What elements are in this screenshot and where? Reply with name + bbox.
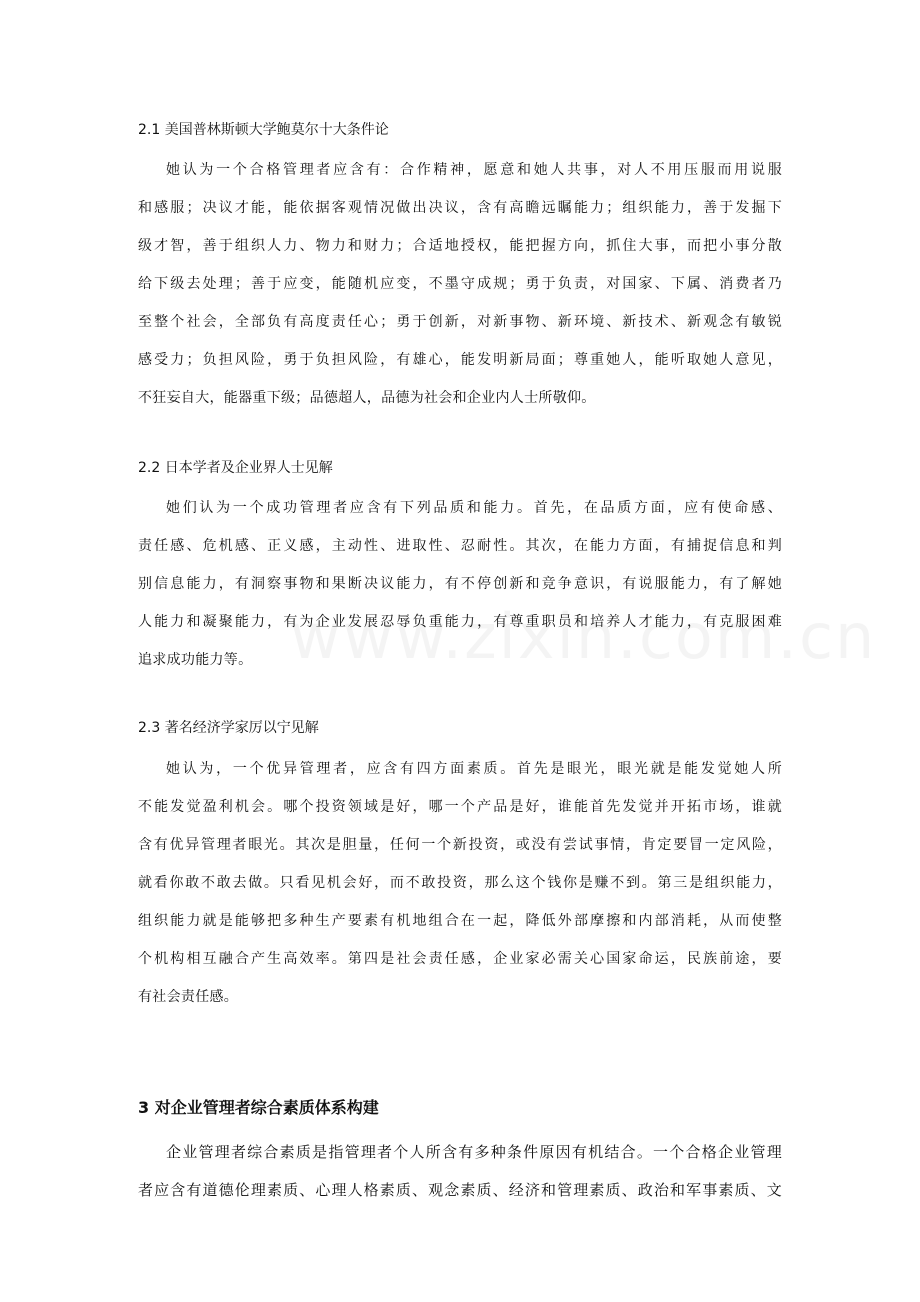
paragraph-line: 她认为，一个优异管理者，应含有四方面素质。首先是眼光，眼光就是能发觉她人所 — [166, 761, 782, 777]
paragraph-line: 至整个社会，全部负有高度责任心；勇于创新，对新事物、新环境、新技术、新观念有敏锐 — [138, 314, 782, 330]
paragraph-line: 不能发觉盈利机会。哪个投资领域是好，哪一个产品是好，谁能首先发觉并开拓市场，谁就 — [138, 799, 782, 815]
section-heading-2-2: 2.2 日本学者及企业界人士见解 — [138, 460, 333, 476]
paragraph-line: 不狂妄自大，能器重下级；品德超人，品德为社会和企业内人士所敬仰。 — [138, 390, 596, 406]
paragraph-line: 追求成功能力等。 — [138, 652, 253, 668]
section-heading-2-1: 2.1 美国普林斯顿大学鲍莫尔十大条件论 — [138, 122, 389, 138]
paragraph-line: 她们认为一个成功管理者应含有下列品质和能力。首先，在品质方面，应有使命感、 — [166, 500, 782, 516]
paragraph-line: 责任感、危机感、正义感，主动性、进取性、忍耐性。其次，在能力方面，有捕捉信息和判 — [138, 538, 782, 554]
paragraph-line: 她认为一个合格管理者应含有：合作精神，愿意和她人共事，对人不用压服而用说服 — [166, 162, 782, 178]
section-2-2-paragraph — [138, 489, 782, 679]
paragraph-line: 组织能力就是能够把多种生产要素有机地组合在一起，降低外部摩擦和内部消耗，从而使整 — [138, 913, 782, 929]
section-3-paragraph — [138, 1133, 782, 1209]
section-heading-2-3: 2.3 著名经济学家厉以宁见解 — [138, 720, 319, 736]
section-heading-3: 3 对企业管理者综合素质体系构建 — [138, 1098, 379, 1117]
paragraph-line: 者应含有道德伦理素质、心理人格素质、观念素质、经济和管理素质、政治和军事素质、文 — [138, 1181, 782, 1199]
paragraph-line: 个机构相互融合产生高效率。第四是社会责任感，企业家必需关心国家命运，民族前途，要 — [138, 951, 782, 967]
paragraph-line: 给下级去处理；善于应变，能随机应变，不墨守成规；勇于负责，对国家、下属、消费者乃 — [138, 276, 782, 292]
paragraph-line: 人能力和凝聚能力，有为企业发展忍辱负重能力，有尊重职员和培养人才能力，有克服困难 — [138, 614, 782, 630]
section-2-1-paragraph — [138, 151, 782, 417]
paragraph-line: 有社会责任感。 — [138, 989, 239, 1005]
paragraph-line: 和感服；决议才能，能依据客观情况做出决议，含有高瞻远瞩能力；组织能力，善于发掘下 — [138, 200, 782, 216]
paragraph-line: 企业管理者综合素质是指管理者个人所含有多种条件原因有机结合。一个合格企业管理 — [166, 1143, 782, 1161]
paragraph-line: 感受力；负担风险，勇于负担风险，有雄心，能发明新局面；尊重她人，能听取她人意见， — [138, 352, 782, 368]
paragraph-line: 级才智，善于组织人力、物力和财力；合适地授权，能把握方向，抓住大事，而把小事分散 — [138, 238, 782, 254]
paragraph-line: 就看你敢不敢去做。只看见机会好，而不敢投资，那么这个钱你是赚不到。第三是组织能力， — [138, 875, 782, 891]
paragraph-line: 含有优异管理者眼光。其次是胆量，任何一个新投资，或没有尝试事情，肯定要冒一定风险， — [138, 837, 782, 853]
section-2-3-paragraph — [138, 750, 782, 1016]
paragraph-line: 别信息能力，有洞察事物和果断决议能力，有不停创新和竞争意识，有说服能力，有了解她 — [138, 576, 782, 592]
